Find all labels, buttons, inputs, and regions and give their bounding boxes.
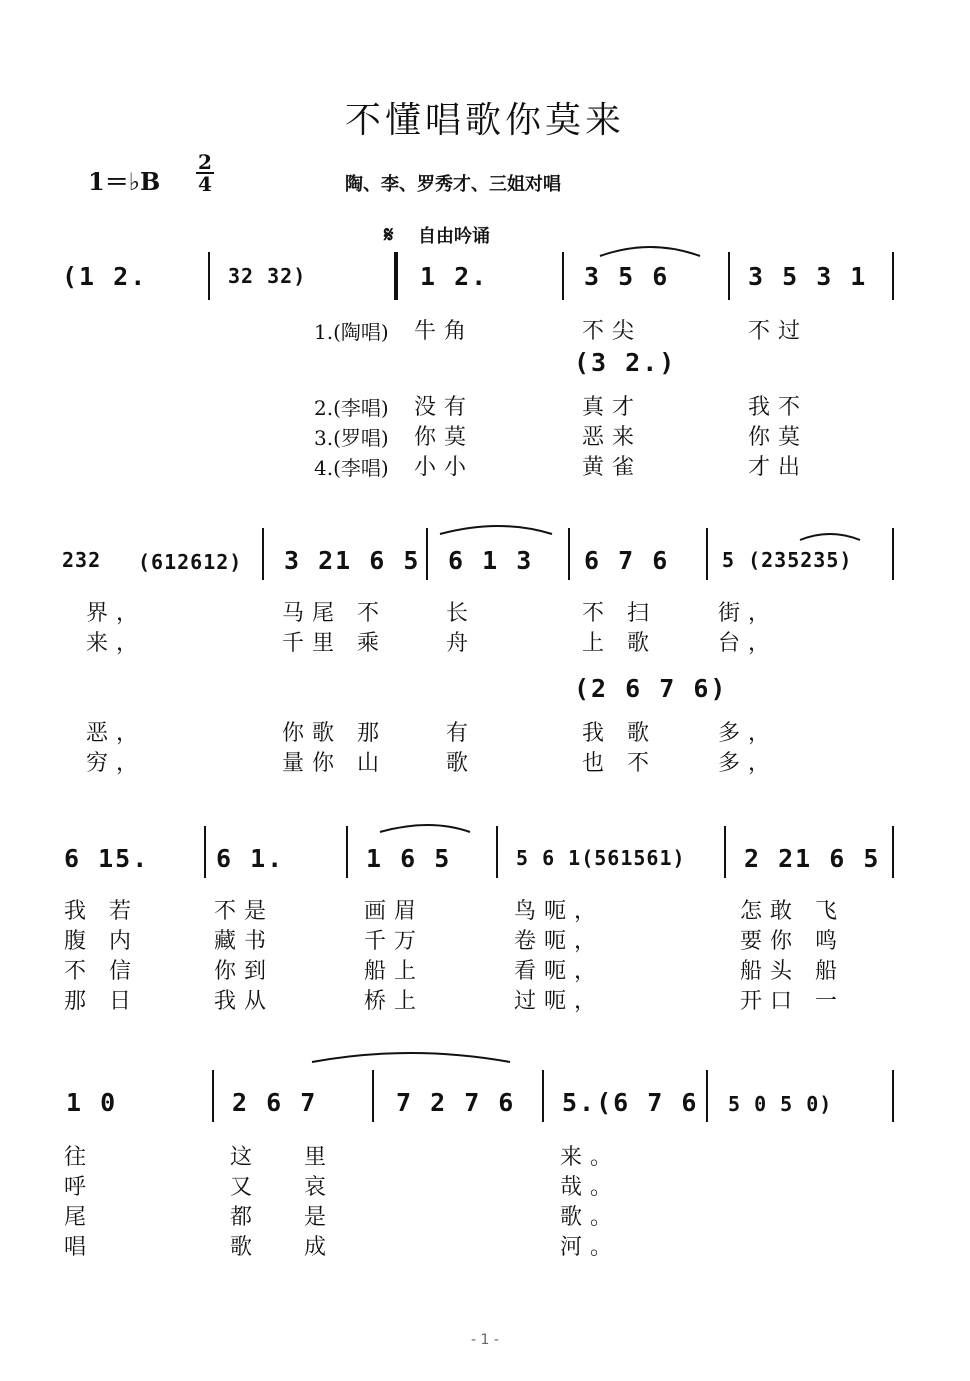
measure-4-4: 5.(6 7 6 xyxy=(562,1088,699,1117)
lyric: 也 不 xyxy=(582,751,657,776)
measure-3-4: 5 6 1(561561) xyxy=(516,846,686,870)
lyric: 长 xyxy=(446,601,477,626)
lyric: 多， xyxy=(718,751,779,776)
page-number: - 1 - xyxy=(471,1332,499,1348)
lyric: 开口 一 xyxy=(740,989,845,1014)
measure-2-3: 6 1 3 xyxy=(448,546,534,575)
verse-label-1: 1.(陶唱) xyxy=(314,320,389,344)
slur xyxy=(600,247,700,256)
lyric: 船上 xyxy=(364,959,425,984)
lyric: 又 xyxy=(230,1175,261,1200)
lyric: 恶来 xyxy=(582,425,643,450)
lyric: 里 xyxy=(304,1145,335,1170)
lyric: 上 歌 xyxy=(582,631,657,656)
lyric: 我 歌 xyxy=(582,721,657,746)
lyric: 不过 xyxy=(748,319,809,344)
lyric: 都 xyxy=(230,1205,261,1230)
lyric: 腹 内 xyxy=(64,929,139,954)
lyric: 千万 xyxy=(364,929,425,954)
lyric: 来。 xyxy=(560,1145,621,1170)
lyric: 我不 xyxy=(748,395,809,420)
lyric: 是 xyxy=(304,1205,335,1230)
lyric: 不 扫 xyxy=(582,601,657,626)
lyric: 哉。 xyxy=(560,1175,621,1200)
lyric: 小小 xyxy=(414,455,475,480)
measure-2-1b: (612612) xyxy=(138,550,243,574)
lyric: 台， xyxy=(718,631,779,656)
lyric: 往 xyxy=(64,1145,95,1170)
measure-3-5: 2 21 6 5 xyxy=(744,844,881,873)
song-title: 不懂唱歌你莫来 xyxy=(344,100,625,141)
lyric: 你莫 xyxy=(748,425,809,450)
lyric: 不尖 xyxy=(582,319,643,344)
lyric: 画眉 xyxy=(364,899,425,924)
lyric: 那 日 xyxy=(64,989,139,1014)
measure-4-3: 7 2 7 6 xyxy=(396,1088,516,1117)
lyric: 歌 xyxy=(446,751,477,776)
measure-2-5: 5 (235235) xyxy=(722,548,853,572)
tempo-direction: 自由吟诵 xyxy=(418,226,490,247)
lyric: 歌。 xyxy=(560,1205,621,1230)
lyric: 你歌 那 xyxy=(282,721,387,746)
measure-4-1: 1 0 xyxy=(66,1088,118,1117)
lyric: 没有 xyxy=(414,395,475,420)
lyric: 你莫 xyxy=(414,425,475,450)
lyric: 哀 xyxy=(304,1175,335,1200)
lyric: 多， xyxy=(718,721,779,746)
verse-label-3: 3.(罗唱) xyxy=(314,426,389,450)
lyric: 河。 xyxy=(560,1235,621,1260)
time-signature-top: 2 xyxy=(198,150,212,174)
measure-2-1: 232 xyxy=(62,548,102,572)
lyric: 不是 xyxy=(214,899,275,924)
measure-1-1: (1 2. xyxy=(62,262,148,291)
lyric: 唱 xyxy=(64,1235,95,1260)
lyric: 牛角 xyxy=(414,319,475,344)
measure-1-3: 1 2. xyxy=(420,262,489,291)
lyric: 歌 xyxy=(230,1235,261,1260)
lyric: 不 信 xyxy=(64,959,139,984)
lyric: 桥上 xyxy=(364,989,425,1014)
lyric: 成 xyxy=(304,1235,335,1260)
lyric: 来， xyxy=(86,631,147,656)
singers-credit: 陶、李、罗秀才、三姐对唱 xyxy=(345,174,561,195)
measure-2-2: 3 21 6 5 xyxy=(284,546,421,575)
interlude-notes-2: (2 6 7 6) xyxy=(574,674,728,703)
lyric: 要你 鸣 xyxy=(740,929,845,954)
lyric: 看呃， xyxy=(514,959,605,984)
lyric: 尾 xyxy=(64,1205,95,1230)
lyric: 你到 xyxy=(214,959,275,984)
segno-icon: 𝄋 xyxy=(384,222,394,248)
lyric: 鸟呃， xyxy=(514,899,605,924)
slur xyxy=(312,1053,510,1062)
lyric: 黄雀 xyxy=(582,455,643,480)
lyric: 才出 xyxy=(748,455,809,480)
lyric: 有 xyxy=(446,721,477,746)
lyric: 呼 xyxy=(64,1175,95,1200)
lyric: 马尾 不 xyxy=(282,601,387,626)
measure-3-2: 6 1. xyxy=(216,844,285,873)
time-signature-bottom: 4 xyxy=(198,172,212,196)
slur xyxy=(440,526,552,534)
lyric: 千里 乘 xyxy=(282,631,387,656)
slur xyxy=(380,825,470,832)
lyric: 船头 船 xyxy=(740,959,845,984)
measure-3-3: 1 6 5 xyxy=(366,844,452,873)
lyric: 我 若 xyxy=(64,899,139,924)
lyric: 界， xyxy=(86,601,147,626)
measure-2-4: 6 7 6 xyxy=(584,546,670,575)
verse-label-2: 2.(李唱) xyxy=(314,396,389,420)
measure-4-5: 5 0 5 0) xyxy=(728,1092,833,1116)
measure-1-5: 3 5 3 1 xyxy=(748,262,868,291)
lyric: 我从 xyxy=(214,989,275,1014)
lyric: 卷呃， xyxy=(514,929,605,954)
lyric: 藏书 xyxy=(214,929,275,954)
lyric: 恶， xyxy=(86,721,147,746)
measure-1-4: 3 5 6 xyxy=(584,262,670,291)
interlude-notes-1: (3 2.) xyxy=(574,348,677,377)
lyric: 这 xyxy=(230,1145,261,1170)
lyric: 过呃， xyxy=(514,989,605,1014)
measure-1-2: 32 32) xyxy=(228,264,307,288)
verse-label-4: 4.(李唱) xyxy=(314,456,389,480)
measure-3-1: 6 15. xyxy=(64,844,150,873)
lyric: 怎敢 飞 xyxy=(740,899,845,924)
lyric: 舟 xyxy=(446,631,477,656)
key-signature: 1＝♭B xyxy=(88,167,161,196)
lyric: 街， xyxy=(718,601,779,626)
measure-4-2: 2 6 7 xyxy=(232,1088,318,1117)
lyric: 穷， xyxy=(86,751,147,776)
lyric: 真才 xyxy=(582,395,643,420)
slur xyxy=(800,534,860,540)
lyric: 量你 山 xyxy=(282,751,387,776)
